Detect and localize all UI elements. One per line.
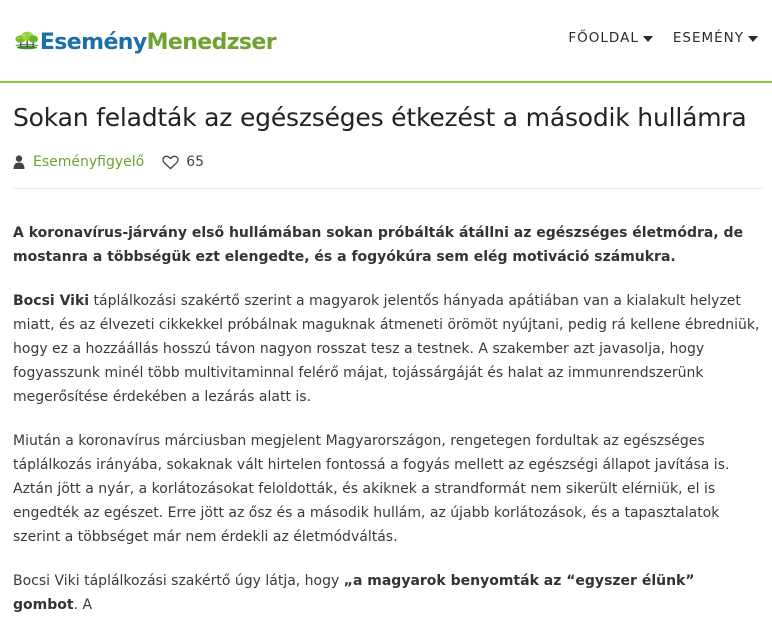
logo-text-part1: Esemény <box>39 29 147 55</box>
nav-item-home[interactable] <box>568 30 652 46</box>
heart-icon[interactable] <box>162 155 179 170</box>
article-paragraph <box>13 569 763 617</box>
caret-down-icon <box>748 36 758 42</box>
expert-name: Bocsi Viki <box>13 293 90 309</box>
nav-item-home-label: FŐOLDAL <box>568 30 639 46</box>
article-lead: A koronavírus-járvány első hullámában sokan próbálták átállni az egészséges életmódra, de mostanra a többségük ezt elengedte, és a fogyókúra sem elég motiváció számukra. <box>13 225 744 265</box>
user-icon <box>13 155 25 169</box>
article-meta <box>13 152 763 172</box>
article-container <box>13 100 763 633</box>
logo-text-part2: Menedzser <box>146 29 276 55</box>
quote-highlight: „a magyarok benyomták az “egyszer élünk” gombot <box>13 573 695 613</box>
main-nav <box>568 30 758 46</box>
article-title: Sokan feladták az egészséges étkezést a második hullámra <box>13 103 747 132</box>
paragraph-text: táplálkozási szakértő szerint a magyarok jelentős hányada apátiában van a kialakult helyzet miatt, és az élvezeti cikkekkel próbálnak maguknak átmeneti örömöt nyújtani, pedig rá kellene ébredniük, hogy ez a hozzáállás hosszú távon nagyon rosszat tesz a testnek. A szakember azt javasolja, hogy fogyasszunk minél több multivitaminnal felérő májat, tojássárgáját és halat az immunrendszerünk megerősítése érdekében a lezárás alatt is. <box>13 293 760 405</box>
logo-trees-icon <box>14 18 40 62</box>
like-count: 65 <box>186 154 205 170</box>
divider <box>13 188 763 189</box>
nav-item-event-label: ESEMÉNY <box>672 30 744 46</box>
logo-text <box>40 30 276 55</box>
article-paragraph: Miután a koronavírus márciusban megjelent Magyarországon, rengetegen fordultak az egészséges táplálkozás irányába, sokaknak vált hirtelen fontossá a fogyás mellett az egészségi állapot javítása is. Aztán jött a nyár, a korlátozásokat feloldották, és akiknek a strandformát nem sikerült elérniük, el is engedték az egészet. Erre jött az ősz és a második hullám, az újabb korlátozások, és a tapasztalatok szerint a többséget már nem érdekli az életmódváltás. <box>13 433 730 545</box>
site-header <box>0 0 772 83</box>
author-link[interactable]: Eseményfigyelő <box>33 154 145 170</box>
article-paragraph <box>13 289 763 409</box>
paragraph-text: . A <box>73 597 93 613</box>
nav-item-event[interactable] <box>673 30 758 46</box>
site-logo[interactable] <box>14 18 276 62</box>
caret-down-icon <box>643 36 653 42</box>
article-body <box>13 221 763 617</box>
paragraph-text: Bocsi Viki táplálkozási szakértő úgy látja, hogy <box>13 573 344 589</box>
